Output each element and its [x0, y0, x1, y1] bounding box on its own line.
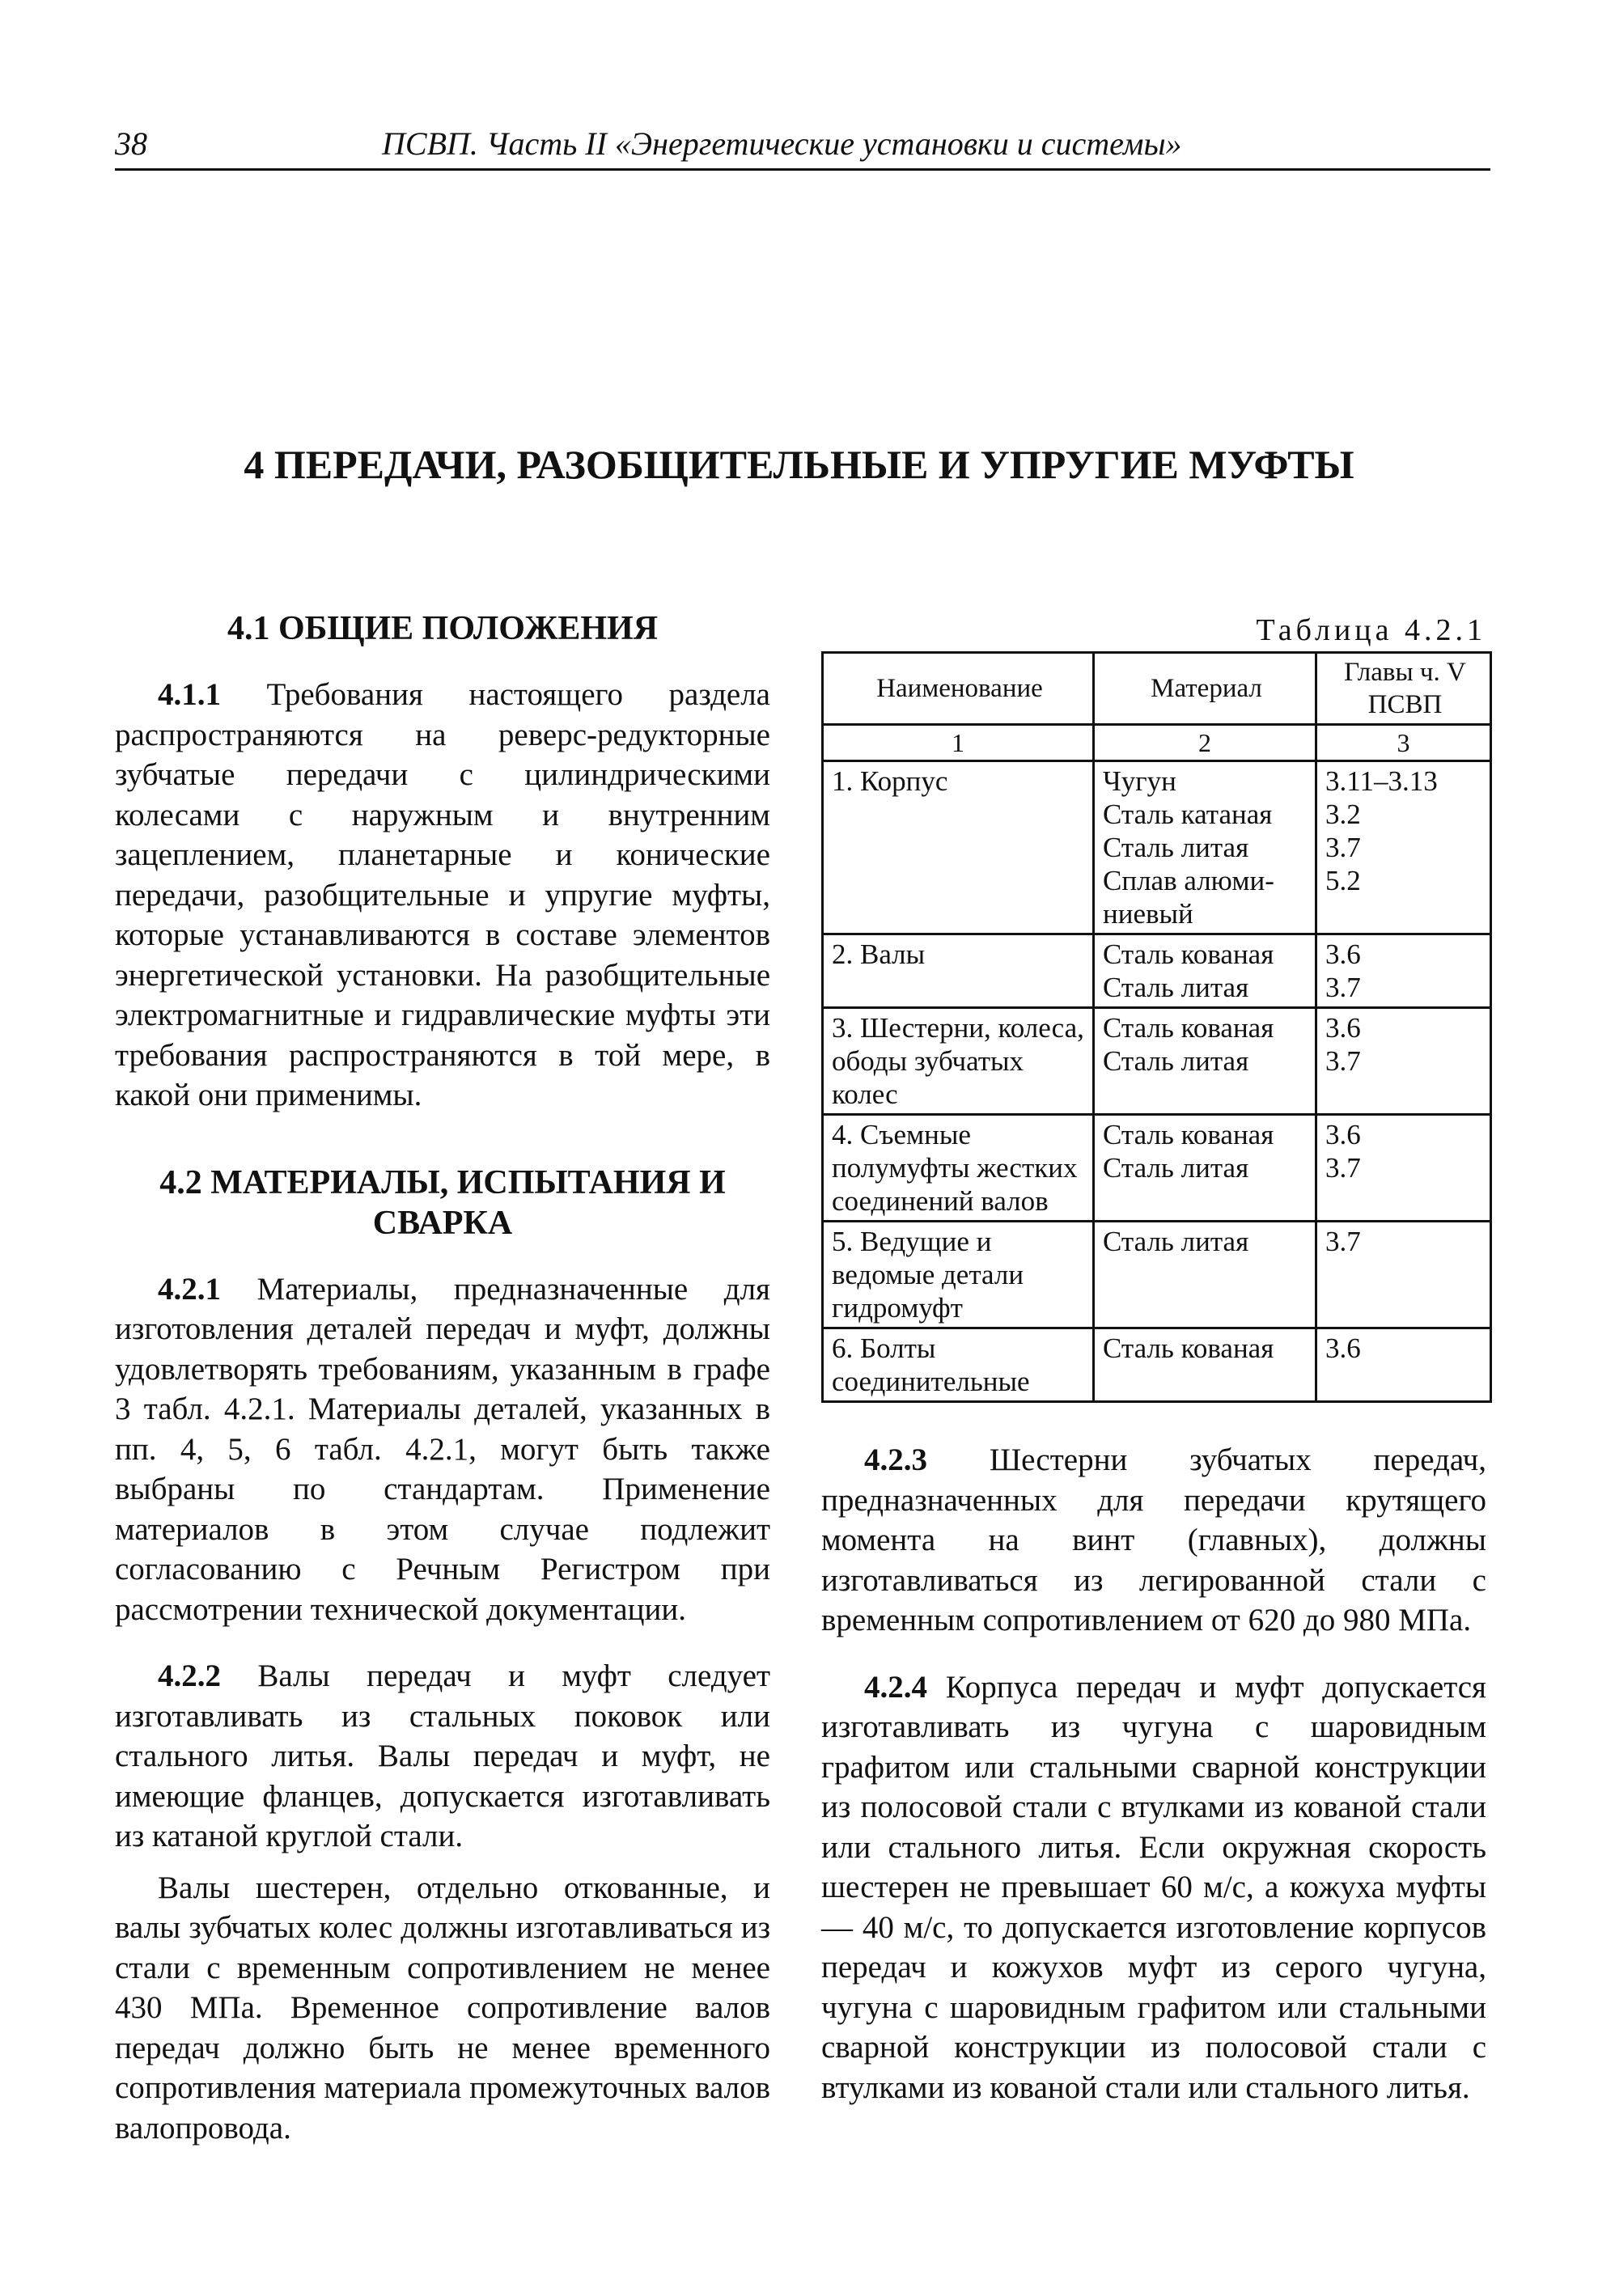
paragraph-number: 4.1.1: [158, 677, 221, 712]
index-cell: 2: [1094, 725, 1316, 761]
cell-line: 3.7: [1325, 972, 1361, 1003]
table-caption: Таблица 4.2.1: [1256, 613, 1486, 647]
chapter-title: 4 ПЕРЕДАЧИ, РАЗОБЩИТЕЛЬНЫЕ И УПРУГИЕ МУФТЫ: [244, 442, 1354, 487]
cell-line: Сталь кованая: [1103, 938, 1274, 970]
cell-line: 5.2: [1325, 865, 1361, 896]
running-title: ПСВП. Часть II «Энергетические установки и системы»: [382, 125, 1182, 162]
cell-chapters: [1316, 1328, 1491, 1402]
cell-line: 3.6: [1325, 1119, 1361, 1150]
cell-line: 3.11–3.13: [1325, 765, 1438, 797]
cell-name: 5. Ведущие и ведомые детали гидромуфт: [823, 1222, 1094, 1328]
cell-chapters: [1316, 1222, 1491, 1328]
cell-line: Сталь литая: [1103, 1045, 1249, 1077]
cell-line: 3.7: [1325, 1045, 1361, 1077]
cell-chapters: [1316, 1008, 1491, 1115]
cell-line: Сплав алюми-: [1103, 865, 1274, 896]
materials-table: [821, 651, 1492, 1403]
cell-name: 1. Корпус: [823, 761, 1094, 934]
paragraph-4-2-4: [821, 1667, 1486, 2108]
cell-line: Сталь литая: [1103, 972, 1249, 1003]
cell-line: 3.6: [1325, 1012, 1361, 1044]
cell-materials: [1094, 934, 1316, 1008]
cell-materials: [1094, 1115, 1316, 1222]
cell-materials: [1094, 1008, 1316, 1115]
right-column: [821, 1440, 1486, 2107]
cell-line: Сталь кованая: [1103, 1012, 1274, 1044]
cell-name: 6. Болты соединительные: [823, 1328, 1094, 1402]
paragraph-number: 4.2.4: [864, 1669, 927, 1705]
index-cell: 1: [823, 725, 1094, 761]
table-row: [823, 761, 1491, 934]
cell-name: 3. Шестерни, колеса, ободы зубчатых колес: [823, 1008, 1094, 1115]
cell-line: Сталь катаная: [1103, 799, 1273, 830]
cell-chapters: [1316, 1115, 1491, 1222]
cell-line: ниевый: [1103, 898, 1193, 930]
cell-line: 3.7: [1325, 1226, 1361, 1257]
paragraph-4-2-1: [115, 1269, 770, 1630]
table-row: [823, 1222, 1491, 1328]
left-column: [115, 608, 770, 2148]
cell-line: Сталь литая: [1103, 1152, 1249, 1184]
section-heading-4-2: 4.2 МАТЕРИАЛЫ, ИСПЫТАНИЯ И СВАРКА: [159, 1163, 726, 1242]
cell-line: 3.6: [1325, 938, 1361, 970]
index-cell: 3: [1316, 725, 1491, 761]
cell-chapters: [1316, 761, 1491, 934]
table-row: [823, 1115, 1491, 1222]
paragraph-text: Корпуса передач и муфт допускается изготавливать из чугуна с шаровидным графитом или стальными сварной конструкции из полосовой стали с втулками из кованой стали или стального литья. Если окружная скорость шестерен не превышает 60 м/с, а кожуха муфты — 40 м/с, то допускается изготовление корпусов передач и кожухов муфт из серого чугуна, чугуна с шаровидным графитом или стальными сварной конструкции из полосовой стали с втулками из кованой стали или стального литья.: [821, 1669, 1486, 2105]
cell-line: 3.7: [1325, 832, 1361, 863]
paragraph-text: Валы передач и муфт следует изготавливать из стальных поковок или стального литья. Валы передач и муфт, не имеющие фланцев, допускается изготавливать из катаной круглой стали.: [115, 1658, 770, 1853]
table-index-row: [823, 725, 1491, 761]
page-number: 38: [115, 125, 147, 162]
cell-line: 3.7: [1325, 1152, 1361, 1184]
cell-materials: [1094, 761, 1316, 934]
cell-line: Сталь литая: [1103, 832, 1249, 863]
table-row: [823, 1008, 1491, 1115]
cell-line: Сталь кованая: [1103, 1332, 1274, 1364]
cell-line: Сталь кованая: [1103, 1119, 1274, 1150]
paragraph-4-2-2-continued: Валы шестерен, отдельно откованные, и валы зубчатых колес должны изготавливаться из стали с временным сопротивлением не менее 430 МПа. Временное сопротивление валов передач должно быть не менее временного сопротивления материала промежуточных валов валопровода.: [115, 1870, 770, 2146]
paragraph-text: Шестерни зубчатых передач, предназначенных для передачи крутящего момента на винт (главных), должны изготавливаться из легированной стали с временным сопротивлением от 620 до 980 МПа.: [821, 1442, 1486, 1637]
paragraph-text: Материалы, предназначенные для изготовления деталей передач и муфт, должны удовлетворять требованиям, указанным в графе 3 табл. 4.2.1. Материалы деталей, указанных в пп. 4, 5, 6 табл. 4.2.1, могут быть также выбраны по стандартам. Применение материалов в этом случае подлежит согласованию с Речным Регистром при рассмотрении технической документации.: [115, 1271, 770, 1627]
cell-line: 3.6: [1325, 1332, 1361, 1364]
paragraph-number: 4.2.2: [158, 1658, 221, 1693]
header-material: Материал: [1094, 653, 1316, 725]
header-chapters: Главы ч. V ПСВП: [1316, 653, 1491, 725]
paragraph-4-1-1: [115, 675, 770, 1116]
paragraph-4-2-2: [115, 1656, 770, 1857]
cell-name: 4. Съемные полумуфты жестких соединений валов: [823, 1115, 1094, 1222]
cell-name: 2. Валы: [823, 934, 1094, 1008]
paragraph-number: 4.2.3: [864, 1442, 927, 1477]
cell-materials: [1094, 1222, 1316, 1328]
page-header: [115, 120, 1490, 171]
cell-line: Чугун: [1103, 765, 1176, 797]
header-name: Наименование: [823, 653, 1094, 725]
table-row: [823, 934, 1491, 1008]
paragraph-4-2-3: [821, 1440, 1486, 1641]
paragraph-number: 4.2.1: [158, 1271, 221, 1307]
section-heading-4-1: 4.1 ОБЩИЕ ПОЛОЖЕНИЯ: [227, 610, 659, 647]
cell-line: 3.2: [1325, 799, 1361, 830]
cell-line: Сталь литая: [1103, 1226, 1249, 1257]
paragraph-text: Требования настоящего раздела распространяются на реверс-редукторные зубчатые передачи с цилиндрическими колесами с наружным и внутренним зацеплением, планетарные и конические передачи, разобщительные и упругие муфты, которые устанавливаются в составе элементов энергетической установки. На разобщительные электромагнитные и гидравлические муфты эти требования распространяются в той мере, в какой они применимы.: [115, 677, 770, 1112]
cell-chapters: [1316, 934, 1491, 1008]
table-row: [823, 1328, 1491, 1402]
table-header-row: [823, 653, 1491, 725]
cell-materials: [1094, 1328, 1316, 1402]
